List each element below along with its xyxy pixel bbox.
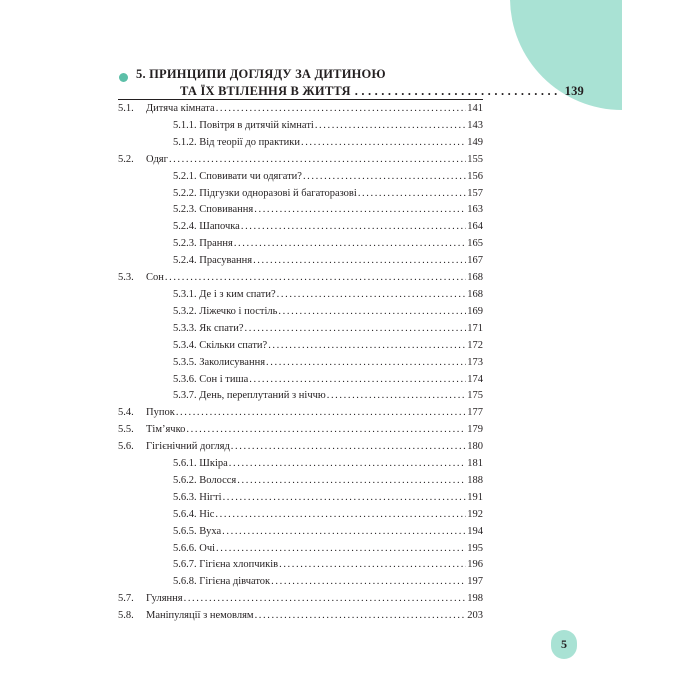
entry-body — [173, 355, 483, 372]
entry-body — [173, 388, 483, 405]
entry-body — [173, 304, 483, 321]
entry-title: Одяг — [146, 153, 168, 165]
entry-body — [173, 219, 483, 236]
section-number: 5.1. — [118, 103, 134, 114]
entry-page-number: 167 — [467, 255, 483, 267]
dot-leader — [358, 186, 466, 203]
entry-page-number: 149 — [467, 136, 483, 148]
entry-body — [173, 321, 483, 338]
dot-leader — [234, 236, 466, 253]
entry-body — [173, 574, 483, 591]
toc-subsection-entry[interactable] — [118, 372, 483, 389]
dot-leader — [327, 388, 467, 405]
entry-body — [173, 338, 483, 355]
toc-section-entry[interactable] — [118, 422, 483, 439]
entry-page-number: 163 — [467, 204, 483, 216]
dot-leader — [277, 287, 467, 304]
toc-subsection-entry[interactable] — [118, 219, 483, 236]
entry-body — [173, 202, 483, 219]
dot-leader — [303, 169, 466, 186]
entry-title: 5.3.3. Як спати? — [173, 322, 244, 334]
entry-body — [146, 608, 483, 625]
entry-body — [146, 270, 483, 287]
entry-body — [173, 372, 483, 389]
entry-title: 5.1.1. Повітря в дитячій кімнаті — [173, 119, 314, 131]
toc-subsection-entry[interactable] — [118, 253, 483, 270]
dot-leader — [229, 456, 466, 473]
toc-subsection-entry[interactable] — [118, 355, 483, 372]
chapter-title-line1: 5. ПРИНЦИПИ ДОГЛЯДУ ЗА ДИТИНОЮ — [136, 67, 386, 81]
chapter-title-line2: ТА ЇХ ВТІЛЕННЯ В ЖИТТЯ — [180, 84, 351, 98]
entry-page-number: 180 — [467, 441, 483, 453]
toc-subsection-entry[interactable] — [118, 338, 483, 355]
toc-subsection-entry[interactable] — [118, 473, 483, 490]
dot-leader — [279, 557, 466, 574]
dot-leader — [216, 101, 467, 118]
entry-title: 5.1.2. Від теорії до практики — [173, 136, 300, 148]
entry-body — [146, 405, 483, 422]
entry-title: 5.2.1. Сповивати чи одягати? — [173, 170, 302, 182]
entry-title: 5.3.4. Скільки спати? — [173, 339, 268, 351]
toc-subsection-entry[interactable] — [118, 507, 483, 524]
entry-page-number: 197 — [467, 576, 483, 588]
toc-section-entry[interactable] — [118, 270, 483, 287]
entry-page-number: 164 — [467, 221, 483, 233]
entry-page-number: 203 — [467, 610, 483, 622]
toc-section-entry[interactable] — [118, 439, 483, 456]
entry-body — [146, 152, 483, 169]
section-number: 5.6. — [118, 441, 134, 453]
entry-title: Маніпуляції з немовлям — [146, 610, 254, 622]
entry-page-number: 155 — [467, 153, 483, 165]
entry-title: 5.6.4. Ніс — [173, 508, 215, 520]
dot-leader — [222, 524, 466, 541]
dot-leader — [254, 202, 466, 219]
entry-title: 5.2.4. Шапочка — [173, 221, 240, 233]
entry-title: 5.3.6. Сон і тиша — [173, 373, 249, 385]
dot-leader — [186, 422, 466, 439]
section-number: 5.2. — [118, 153, 134, 165]
entry-title: 5.3.1. Де і з ким спати? — [173, 288, 276, 300]
entry-page-number: 156 — [467, 170, 483, 182]
dot-leader — [223, 490, 467, 507]
toc-section-entry[interactable] — [118, 405, 483, 422]
toc-subsection-entry[interactable] — [118, 118, 483, 135]
toc-subsection-entry[interactable] — [118, 135, 483, 152]
entry-title: 5.2.3. Сповивання — [173, 204, 254, 216]
section-number: 5.7. — [118, 593, 134, 605]
section-number: 5.4. — [118, 407, 134, 419]
bullet-icon — [119, 73, 128, 82]
entry-page-number: 194 — [467, 525, 483, 537]
entry-body — [173, 456, 483, 473]
entry-body — [173, 253, 483, 270]
entry-body — [173, 524, 483, 541]
toc-subsection-entry[interactable] — [118, 186, 483, 203]
entry-page-number: 174 — [467, 373, 483, 385]
toc-subsection-entry[interactable] — [118, 456, 483, 473]
dot-leader — [176, 405, 466, 422]
entry-page-number: 198 — [467, 593, 483, 605]
section-number: 5.8. — [118, 610, 134, 622]
toc-subsection-entry[interactable] — [118, 202, 483, 219]
entry-page-number: 196 — [467, 559, 483, 571]
entry-body — [173, 507, 483, 524]
entry-body — [173, 473, 483, 490]
entry-page-number: 192 — [467, 508, 483, 520]
dot-leader — [215, 507, 466, 524]
entry-body — [173, 186, 483, 203]
entry-body — [173, 169, 483, 186]
dot-leader — [241, 219, 466, 236]
entry-page-number: 181 — [467, 458, 483, 470]
dot-leader — [315, 118, 466, 135]
entry-title: 5.6.7. Гігієна хлопчиків — [173, 559, 279, 571]
entry-title: 5.6.8. Гігієна дівчаток — [173, 576, 271, 588]
entry-title: Гуляння — [146, 593, 183, 605]
entry-title: 5.3.5. Заколисування — [173, 356, 266, 368]
toc-subsection-entry[interactable] — [118, 541, 483, 558]
entry-title: 5.3.7. День, переплутаний з ніччю — [173, 390, 326, 402]
toc-section-entry[interactable] — [118, 101, 483, 118]
toc-subsection-entry[interactable] — [118, 490, 483, 507]
entry-title: 5.2.2. Підгузки одноразові й багаторазові — [173, 187, 357, 199]
entry-page-number: 175 — [467, 390, 483, 402]
toc-subsection-entry[interactable] — [118, 524, 483, 541]
entry-title: Тім’ячко — [146, 424, 186, 436]
dot-leader — [184, 591, 467, 608]
dot-leader — [245, 321, 467, 338]
dot-leader — [253, 253, 466, 270]
table-of-contents — [118, 101, 483, 625]
entry-body — [173, 118, 483, 135]
chapter-page-number: 139 — [564, 84, 584, 98]
section-number: 5.3. — [118, 272, 134, 284]
section-number: 5.5. — [118, 424, 134, 436]
toc-subsection-entry[interactable] — [118, 287, 483, 304]
entry-body — [173, 557, 483, 574]
page-number-badge: 5 — [551, 630, 577, 659]
entry-page-number: 171 — [467, 322, 483, 334]
toc-subsection-entry[interactable] — [118, 236, 483, 253]
divider — [118, 99, 483, 100]
dot-leader — [278, 304, 466, 321]
dot-leader — [231, 439, 466, 456]
entry-title: 5.6.6. Очі — [173, 542, 216, 554]
entry-page-number: 191 — [467, 491, 483, 503]
dot-leader — [266, 355, 466, 372]
dot-leader — [165, 270, 466, 287]
entry-page-number: 195 — [467, 542, 483, 554]
entry-body — [173, 541, 483, 558]
entry-page-number: 141 — [467, 103, 483, 114]
entry-title: 5.6.1. Шкіра — [173, 458, 228, 470]
toc-subsection-entry[interactable] — [118, 574, 483, 591]
entry-body — [173, 287, 483, 304]
dot-leader — [255, 608, 467, 625]
toc-section-entry[interactable] — [118, 591, 483, 608]
dot-leader — [169, 152, 466, 169]
dot-leader — [271, 574, 466, 591]
entry-title: 5.2.3. Прання — [173, 238, 233, 250]
toc-section-entry[interactable] — [118, 152, 483, 169]
entry-title: Пупок — [146, 407, 175, 419]
entry-title: Дитяча кімната — [146, 103, 215, 114]
toc-subsection-entry[interactable] — [118, 321, 483, 338]
entry-body — [146, 422, 483, 439]
dot-leader — [237, 473, 466, 490]
entry-page-number: 168 — [467, 272, 483, 284]
entry-title: 5.6.3. Нігті — [173, 491, 222, 503]
entry-page-number: 173 — [467, 356, 483, 368]
entry-page-number: 188 — [467, 474, 483, 486]
entry-page-number: 169 — [467, 305, 483, 317]
dot-leader — [216, 541, 466, 558]
entry-body — [146, 101, 483, 118]
chapter-title-line2-row — [180, 84, 584, 99]
entry-title: 5.2.4. Прасування — [173, 255, 253, 267]
entry-body — [146, 591, 483, 608]
toc-subsection-entry[interactable] — [118, 304, 483, 321]
toc-section-entry[interactable] — [118, 608, 483, 625]
entry-title: 5.6.2. Волосся — [173, 474, 237, 486]
toc-subsection-entry[interactable] — [118, 557, 483, 574]
dot-leader — [355, 84, 561, 99]
dot-leader — [301, 135, 466, 152]
entry-title: Сон — [146, 272, 164, 284]
entry-body — [146, 439, 483, 456]
entry-page-number: 165 — [467, 238, 483, 250]
entry-page-number: 168 — [467, 288, 483, 300]
dot-leader — [268, 338, 466, 355]
entry-title: 5.3.2. Ліжечко і постіль — [173, 305, 278, 317]
entry-body — [173, 236, 483, 253]
entry-page-number: 172 — [467, 339, 483, 351]
toc-subsection-entry[interactable] — [118, 388, 483, 405]
toc-subsection-entry[interactable] — [118, 169, 483, 186]
entry-page-number: 177 — [467, 407, 483, 419]
entry-body — [173, 490, 483, 507]
entry-page-number: 143 — [467, 119, 483, 131]
entry-page-number: 157 — [467, 187, 483, 199]
entry-page-number: 179 — [467, 424, 483, 436]
entry-title: Гігієнічний догляд — [146, 441, 230, 453]
entry-body — [173, 135, 483, 152]
entry-title: 5.6.5. Вуха — [173, 525, 222, 537]
dot-leader — [249, 372, 466, 389]
